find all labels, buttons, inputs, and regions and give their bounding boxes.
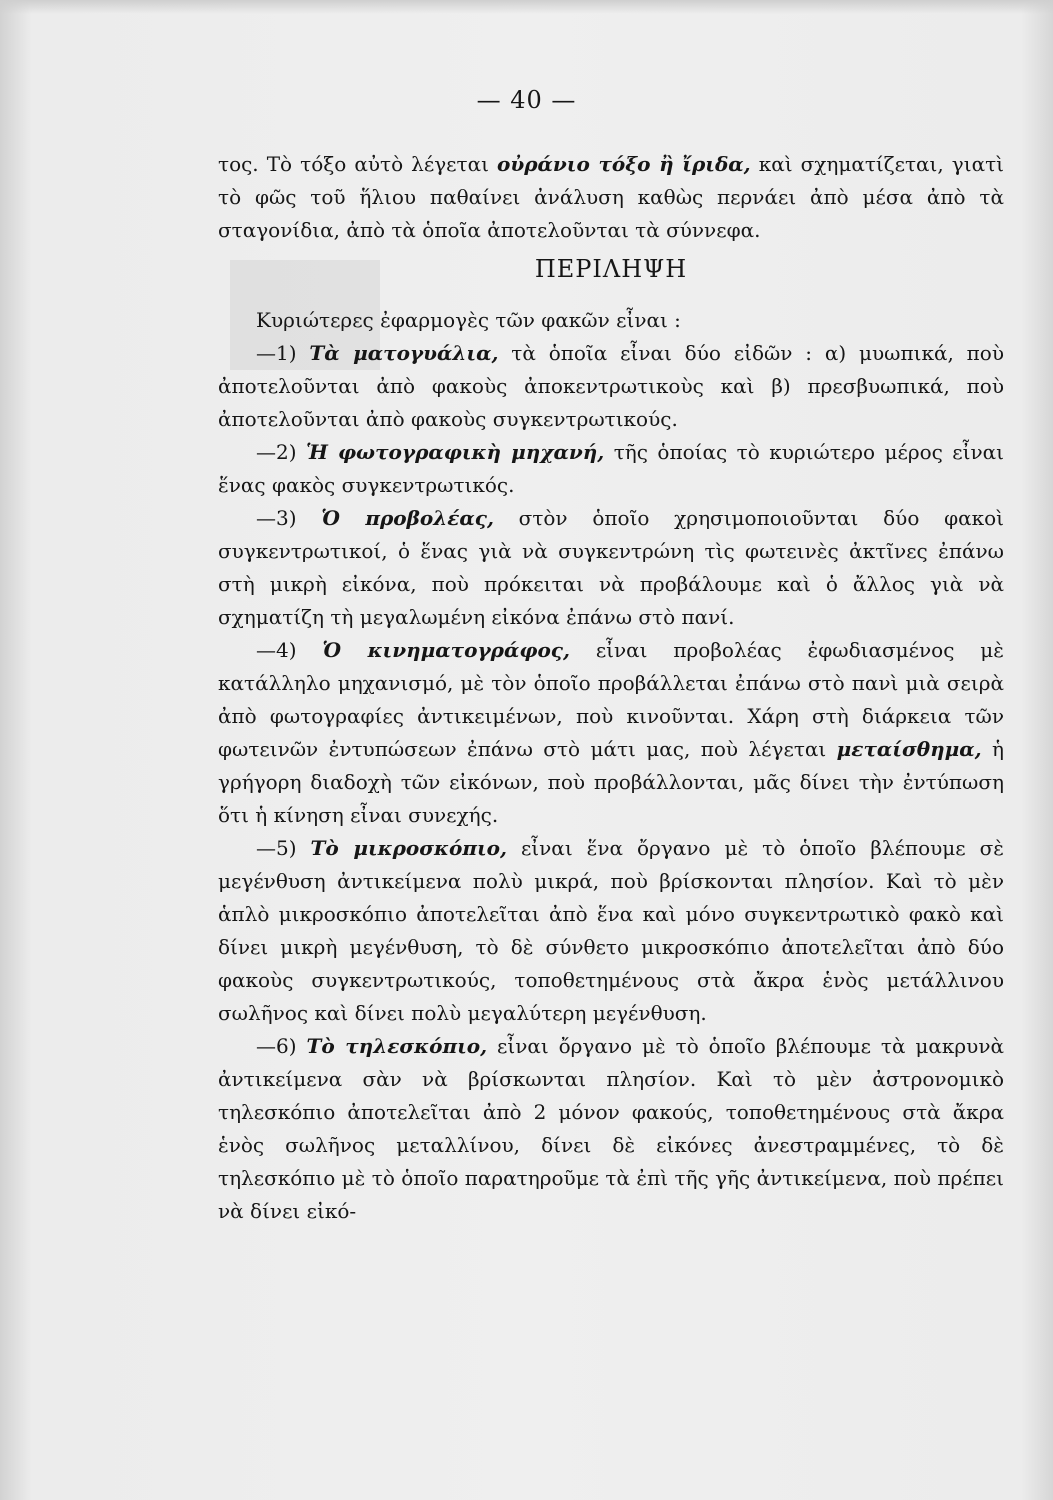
summary-item-6 (218, 1030, 1004, 1228)
continuation-text-1: τος. Τὸ τόξο αὐτὸ λέγεται (218, 152, 497, 176)
item-number: —3) (256, 506, 322, 530)
item-term: Ἡ φωτογραφικὴ μηχανή, (306, 440, 605, 464)
item-number: —5) (256, 836, 311, 860)
page-top-edge (0, 0, 1053, 14)
item-number: —4) (256, 638, 323, 662)
item-text: τῆς ὁποίας τὸ κυριώτερο μέρος εἶναι ἕνας φακὸς συγκεντρωτικός. (218, 440, 1005, 497)
item-number: —2) (256, 440, 306, 464)
summary-item-5 (218, 832, 1004, 1030)
item-term-secondary: μεταίσθημα, (836, 737, 982, 761)
item-text: εἶναι ἕνα ὄργανο μὲ τὸ ὁποῖο βλέπουμε σὲ μεγένθυση ἀντικείμενα πολὺ μικρά, ποὺ βρίσκονται πλησίον. Καὶ τὸ μὲν ἁπλὸ μικροσκόπιο ἀποτελεῖται ἀπὸ ἕνα καὶ μόνο συγκεντρωτικὸ φακὸ καὶ δίνει μικρὴ μεγένθυση, τὸ δὲ σύνθετο μικροσκόπιο ἀποτελεῖται ἀπὸ δύο φακοὺς συγκεντρωτικούς, τοποθετημένους στὰ ἄκρα ἑνὸς μετάλλινου σωλῆνος καὶ δίνει πολὺ μεγαλύτερη μεγένθυση. (218, 836, 1004, 1025)
page-number: — 40 — (476, 86, 577, 114)
text-column (218, 148, 1004, 1228)
summary-item-1 (218, 337, 1004, 436)
item-term: Ὁ προβολέας, (321, 506, 494, 530)
item-term: Τὸ μικροσκόπιο, (310, 836, 507, 860)
item-text: εἶναι ὄργανο μὲ τὸ ὁποῖο βλέπουμε τὰ μακρυνὰ ἀντικείμενα σὰν νὰ βρίσκωνται πλησίον. Καὶ τὸ μὲν ἀστρονομικὸ τηλεσκόπιο ἀποτελεῖται ἀπὸ 2 μόνον φακούς, τοποθετημένους στὰ ἄκρα ἑνὸς σωλῆνος μεταλλίνου, δίνει δὲ εἰκόνες ἀνεστραμμένες, τὸ δὲ τηλεσκόπιο μὲ τὸ ὁποῖο παρατηροῦμε τὰ ἐπὶ τῆς γῆς ἀντικείμενα, ποὺ πρέπει νὰ δίνει εἰκό- (218, 1034, 1004, 1223)
rainbow-term: οὐράνιο τόξο ἢ ἴριδα, (497, 152, 751, 176)
summary-item-4 (218, 634, 1004, 832)
item-term: Τὸ τηλεσκόπιο, (306, 1034, 488, 1058)
summary-item-2 (218, 436, 1004, 502)
continuation-text-2: καὶ σχηματίζεται, γιατὶ τὸ φῶς τοῦ ἥλιου παθαίνει ἀνάλυση καθὼς περνάει ἀπὸ μέσα ἀπὸ τὰ σταγονίδια, ἀπὸ τὰ ὁποῖα ἀποτελοῦνται τὰ σύννεφα. (218, 152, 1004, 242)
item-text: τὰ ὁποῖα εἶναι δύο εἰδῶν : α) μυωπικά, ποὺ ἀποτελοῦνται ἀπὸ φακοὺς ἀποκεντρωτικοὺς καὶ β) πρεσβυωπικά, ποὺ ἀποτελοῦνται ἀπὸ φακοὺς συγκεντρωτικούς. (218, 341, 1005, 431)
item-text: εἶναι προβολέας ἐφωδιασμένος μὲ κατάλληλο μηχανισμό, μὲ τὸν ὁποῖο προβάλλεται ἐπάνω στὸ πανὶ μιὰ σειρὰ ἀπὸ φωτογραφίες ἀντικειμένων, ποὺ κινοῦνται. Χάρη στὴ διάρκεια τῶν φωτεινῶν ἐντυπώσεων ἐπάνω στὸ μάτι μας, ποὺ λέγεται (218, 638, 1004, 761)
summary-item-3 (218, 502, 1004, 634)
item-number: —1) (256, 341, 310, 365)
section-heading: ΠΕΡΙΛΗΨΗ (534, 255, 688, 283)
item-text-secondary: ἡ γρήγορη διαδοχὴ τῶν εἰκόνων, ποὺ προβάλλονται, μᾶς δίνει τὴν ἐντύπωση ὅτι ἡ κίνηση εἶναι συνεχής. (218, 737, 1004, 827)
item-text: στὸν ὁποῖο χρησιμοποιοῦνται δύο φακοὶ συγκεντρωτικοί, ὁ ἕνας γιὰ νὰ συγκεντρώνη τὶς φωτεινὲς ἀκτῖνες ἐπάνω στὴ μικρὴ εἰκόνα, ποὺ πρόκειται νὰ προβάλουμε καὶ ὁ ἄλλος γιὰ νὰ σχηματίζη τὴ μεγαλωμένη εἰκόνα ἐπάνω στὸ πανί. (218, 506, 1004, 629)
continuation-paragraph (218, 148, 1004, 247)
item-number: —6) (256, 1034, 307, 1058)
summary-intro: Κυριώτερες ἐφαρμογὲς τῶν φακῶν εἶναι : (256, 308, 681, 332)
item-term: Τὰ ματογυάλια, (309, 341, 499, 365)
item-term: Ὁ κινηματογράφος, (322, 638, 570, 662)
